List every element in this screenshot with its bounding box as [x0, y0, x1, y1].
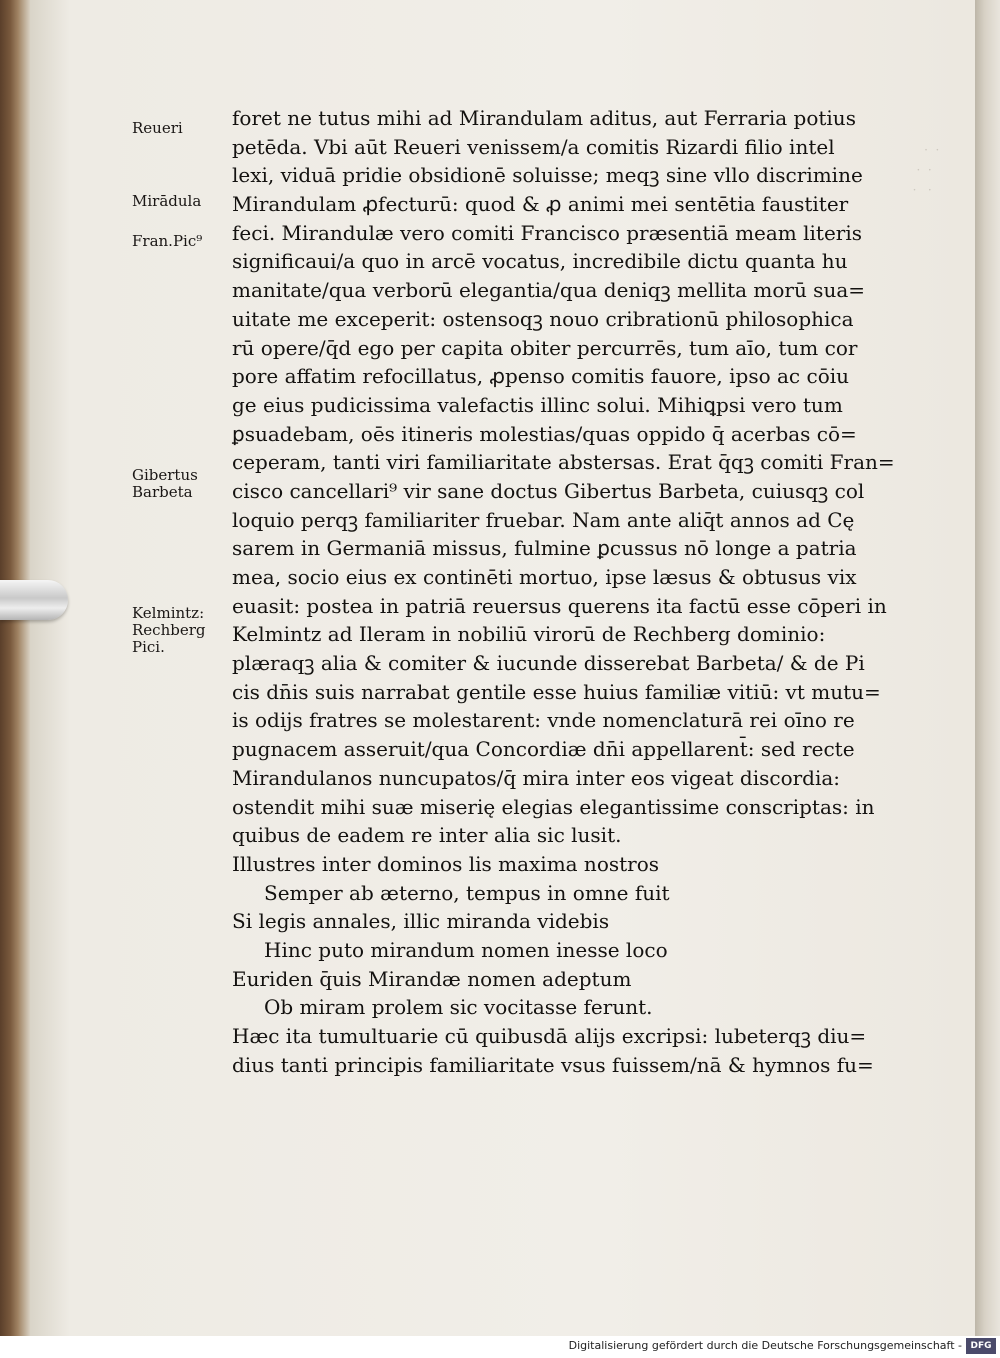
margin-note-gibertus-barbeta: Gibertus Barbeta [132, 466, 198, 501]
text-line: pugnacem asseruit/qua Concordiæ dn̄i appellarent̄: sed recte [232, 737, 855, 762]
text-line: sarem in Germaniā missus, fulmine ꝑcussus nō longe a patria [232, 536, 857, 561]
main-text-block [232, 104, 912, 1079]
text-line: is odijs fratres se molestarent: vnde nomenclaturā rei oīno re [232, 708, 855, 733]
funding-credit: Digitalisierung gefördert durch die Deutsche Forschungsgemeinschaft - [568, 1339, 962, 1352]
margin-note-reueri: Reueri [132, 119, 183, 137]
text-line: ge eius pudicissima valefactis illinc solui. Mihiꝗpsi vero tum [232, 392, 843, 417]
text-line: foret ne tutus mihi ad Mirandulam aditus, aut Ferraria potius [232, 106, 856, 130]
text-line: plæraqꝫ alia & comiter & iucunde disserebat Barbeta/ & de Pi [232, 651, 865, 676]
text-line: manitate/qua verborū elegantia/qua deniqꝫ mellita morū sua= [232, 278, 866, 303]
footer-bar [0, 1336, 1000, 1358]
margin-note-miradula: Mirādula [132, 192, 202, 210]
verse-line: Ob miram prolem sic vocitasse ferunt. [264, 995, 653, 1020]
text-line: pore affatim refocillatus, ꝓpenso comitis fauore, ipso ac cōiu [232, 364, 850, 389]
verse-line: Semper ab æterno, tempus in omne fuit [264, 880, 670, 905]
page-edge [975, 0, 1000, 1336]
text-line: cisco cancellari⁹ vir sane doctus Gibertus Barbeta, cuiusqꝫ col [232, 478, 865, 503]
text-line: quibus de eadem re inter alia sic lusit. [232, 823, 622, 848]
verse-line: Euriden q̄uis Mirandæ nomen adeptum [232, 966, 632, 991]
text-line: uitate me exceperit: ostensoqꝫ nouo cribrationū philosophica [232, 306, 854, 331]
text-line: ꝑsuadebam, oēs itineris molestias/quas oppido q̄ acerbas cō= [232, 421, 857, 446]
text-line: euasit: postea in patriā reuersus querens ita factū esse cōperi in [232, 593, 887, 618]
margin-note-fran-pic: Fran.Pic⁹ [132, 232, 203, 250]
show-through-right-top: · · · · · · [912, 143, 940, 197]
margin-note-kelmintz-rechberg-pici: Kelmintz: Rechberg Pici. [132, 604, 206, 656]
text-line: lexi, viduā pridie obsidionē soluisse; meqꝫ sine vllo discrimine [232, 163, 863, 188]
text-line: Kelmintz ad Ileram in nobiliū virorū de Rechberg dominio: [232, 622, 826, 647]
text-line: ostendit mihi suæ miserię elegias elegantissime conscriptas: in [232, 794, 875, 819]
text-line: dius tanti principis familiaritate vsus fuissem/nā & hymnos fu= [232, 1052, 874, 1077]
text-line: petēda. Vbi aūt Reueri venissem/a comitis Rizardi filio intel [232, 134, 835, 159]
text-line: Hæc ita tumultuarie cū quibusdā alijs excripsi: lubeterqꝫ diu= [232, 1024, 867, 1048]
bookmark-tab [0, 580, 68, 620]
verse-line: Illustres inter dominos lis maxima nostros [232, 851, 660, 876]
text-line: mea, socio eius ex continēti mortuo, ipse læsus & obtusus vix [232, 565, 857, 589]
text-line: Mirandulam ꝓfecturū: quod & ꝓ animi mei sentētia faustiter [232, 192, 849, 217]
book-binding [0, 0, 30, 1336]
text-line: loquio perqꝫ familiariter fruebar. Nam ante aliq̄t annos ad Cę [232, 507, 855, 532]
verse-line: Hinc puto mirandum nomen inesse loco [264, 937, 668, 962]
text-line: ceperam, tanti viri familiaritate abstersas. Erat q̄qꝫ comiti Fran= [232, 450, 895, 475]
text-line: Mirandulanos nuncupatos/q̄ mira inter eos vigeat discordia: [232, 765, 841, 790]
verse-line: Si legis annales, illic miranda videbis [232, 909, 610, 934]
dfg-logo: DFG [966, 1338, 996, 1354]
text-line: rū opere/q̄d ego per capita obiter percurrēs, tum aīo, tum cor [232, 335, 858, 360]
text-line: cis dn̄is suis narrabat gentile esse huius familiæ vitiū: vt mutu= [232, 679, 881, 704]
text-line: significaui/a quo in arcē vocatus, incredibile dictu quanta hu [232, 249, 848, 274]
text-line: feci. Mirandulæ vero comiti Francisco præsentiā meam literis [232, 220, 863, 245]
